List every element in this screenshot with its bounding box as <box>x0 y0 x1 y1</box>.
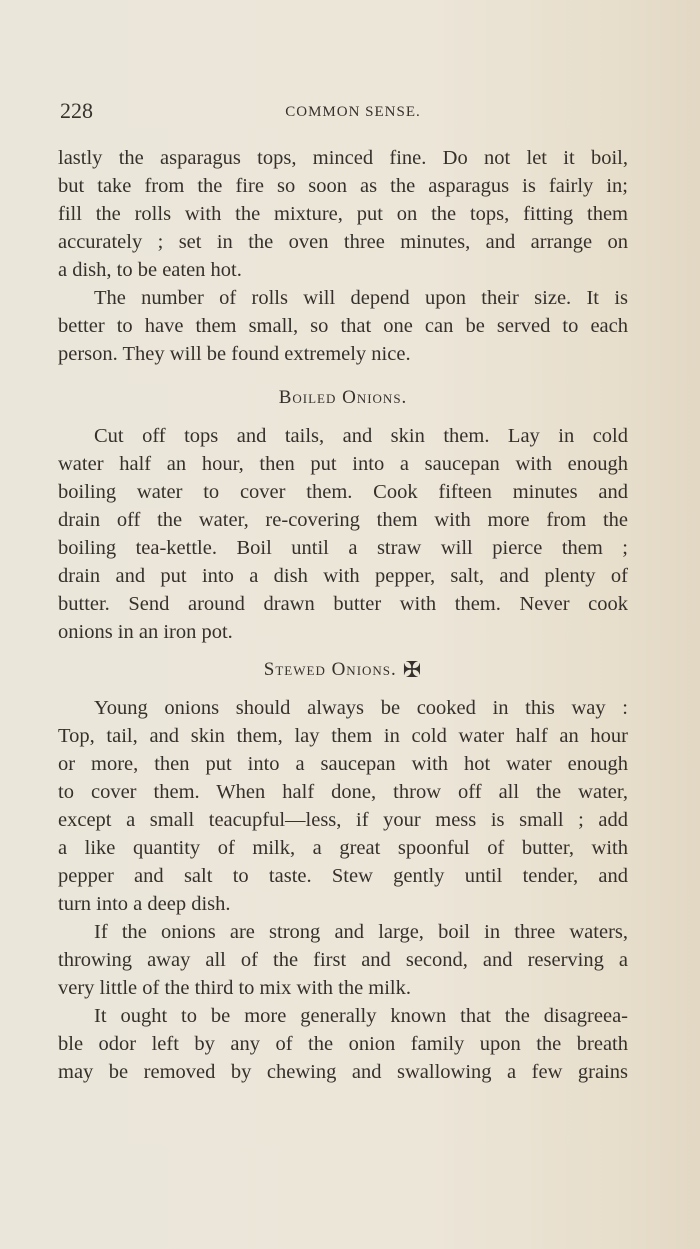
text-line: or more, then put into a saucepan with hot water enough <box>58 753 628 775</box>
paragraph <box>58 284 628 368</box>
text-line: lastly the asparagus tops, minced fine. Do not let it boil, <box>58 147 628 169</box>
recipe-section <box>58 646 628 1086</box>
recipe-section <box>58 144 628 368</box>
text-line: It ought to be more generally known that the disagreea- <box>94 1005 628 1027</box>
text-line: Cut off tops and tails, and skin them. Lay in cold <box>94 425 628 447</box>
text-line: very little of the third to mix with the milk. <box>58 977 412 999</box>
text-line: better to have them small, so that one can be served to each <box>58 315 628 337</box>
paragraph <box>58 422 628 646</box>
text-line: may be removed by chewing and swallowing a few grains <box>58 1061 628 1083</box>
recipe-section <box>58 374 628 646</box>
text-line: The number of rolls will depend upon their size. It is <box>94 287 628 309</box>
page-number: 228 <box>60 98 93 123</box>
text-line: drain and put into a dish with pepper, salt, and plenty of <box>58 565 628 587</box>
paragraph <box>58 918 628 1002</box>
section-heading <box>58 374 628 422</box>
page-header <box>58 98 628 128</box>
heading-text: Stewed Onions. <box>263 659 397 680</box>
text-line: but take from the fire so soon as the asparagus is fairly in; <box>58 175 628 197</box>
text-line: drain off the water, re-covering them with more from the <box>58 509 628 531</box>
heading-text: Boiled Onions. <box>278 387 408 408</box>
text-line: to cover them. When half done, throw off all the water, <box>58 781 628 803</box>
page-body <box>58 144 628 1086</box>
paragraph <box>58 694 628 918</box>
text-line: turn into a deep dish. <box>58 893 231 915</box>
text-line: Young onions should always be cooked in this way : <box>94 697 628 719</box>
text-line: water half an hour, then put into a saucepan with enough <box>58 453 628 475</box>
section-heading <box>58 646 628 694</box>
text-line: throwing away all of the first and second, and reserving a <box>58 949 628 971</box>
text-line: boiling tea-kettle. Boil until a straw will pierce them ; <box>58 537 628 559</box>
text-line: fill the rolls with the mixture, put on the tops, fitting them <box>58 203 628 225</box>
running-title: COMMON SENSE. <box>285 104 421 120</box>
text-line: butter. Send around drawn butter with them. Never cook <box>58 593 628 615</box>
text-line: onions in an iron pot. <box>58 621 233 643</box>
cross-mark-icon: ✠ <box>402 657 423 682</box>
text-line: accurately ; set in the oven three minutes, and arrange on <box>58 231 628 253</box>
text-line: ble odor left by any of the onion family upon the breath <box>58 1033 628 1055</box>
paragraph <box>58 144 628 284</box>
text-line: person. They will be found extremely nice. <box>58 343 411 365</box>
text-line: Top, tail, and skin them, lay them in cold water half an hour <box>58 725 628 747</box>
paragraph <box>58 1002 628 1086</box>
text-line: a dish, to be eaten hot. <box>58 259 242 281</box>
text-line: except a small teacupful—less, if your mess is small ; add <box>58 809 628 831</box>
text-line: boiling water to cover them. Cook fifteen minutes and <box>58 481 628 503</box>
text-line: a like quantity of milk, a great spoonful of butter, with <box>58 837 628 859</box>
text-line: pepper and salt to taste. Stew gently until tender, and <box>58 865 628 887</box>
text-line: If the onions are strong and large, boil in three waters, <box>94 921 628 943</box>
